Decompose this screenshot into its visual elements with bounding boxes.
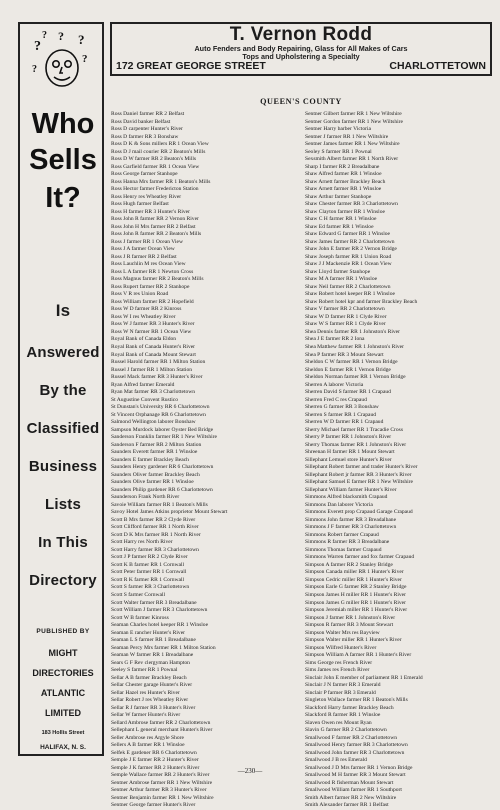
directory-entry: Shaw C H farmer RR 1 Winsloe [305,216,377,223]
directory-entry: Simpson Wilfred Hunter's River [305,644,377,651]
directory-entry: Simpson A farmer RR 2 Stanley Bridge [305,561,393,568]
directory-entry: Shaw Ed farmer RR 1 Winsloe [305,223,374,230]
directory-entry: Shaw Arnett farmer RR 1 Winsloe [305,186,382,193]
directory-entry: Saunders Henry gardener RR 6 Charlottetown [111,464,214,471]
directory-entry: Sentner Arthur farmer RR 3 Hunter's River [111,787,207,794]
directory-entry: Shaw M A farmer RR 1 Winsloe [305,276,378,283]
directory-entry: Sellar R J farmer RR 3 Hunter's River [111,704,196,711]
directory-entry: Ross Garfield farmer RR 1 Ocean View [111,163,200,170]
directory-entry: Ross D farmer RR 3 Bonshaw [111,133,179,140]
directory-entry: Simmons Dan laborer Victoria [305,501,373,508]
directory-entry: Simpson Canada miller RR 1 Hunter's River [305,569,404,576]
headline-sells: Sells [29,144,97,176]
directory-entry: Shaw Robert hotel kpr and farmer Brackley Beach [305,298,418,305]
directory-entry: Simmons Alfred blacksmith Crapaud [305,494,388,501]
directory-entry: Sims George res French River [305,659,373,666]
directory-entry: Sims James res French River [305,667,370,674]
directory-entry: Sharp I farmer RR 2 Breadalbane [305,163,380,170]
right-column [305,111,492,810]
directory-entry: Savoie William farmer RR 1 Beaton's Mills [111,501,208,508]
directory-entry: Sheldon C W farmer RR 1 Vernon Bridge [305,359,398,366]
directory-entry: Shaw Clayton farmer RR 1 Winsloe [305,208,385,215]
directory-entry: Sherry Michael farmer RR 1 Tracadie Cross [305,426,403,433]
publisher-street: 183 Hollis Street [41,730,85,736]
directory-entry: Scott Walter farmer RR 3 Breadalbane [111,599,197,606]
directory-entry: Simmons Everett prop Crapaud Garage Crapaud [305,509,413,516]
directory-entry: Russel J farmer RR 1 Milton Station [111,366,193,373]
directory-entry: Scott Harry res North River [111,539,173,546]
directory-entry: Shaw W S farmer RR 1 Clyde River [305,321,386,328]
directory-entry: Shreenan H farmer RR 1 Mount Stewart [305,449,395,456]
directory-entry: Simmons Warren farmer and fox farmer Crapaud [305,554,415,561]
published-by-label: PUBLISHED BY [36,628,90,635]
directory-entry: Singleton Wallace farmer RR 1 Beaton's Mills [305,697,408,704]
advert-line-1: Auto Fenders and Body Repairing, Glass for All Makes of Cars [194,44,408,53]
directory-entry: Semple J K farmer RR 2 Hunter's River [111,764,200,771]
directory-entry: Sellar Hazel res Hunter's River [111,689,180,696]
directory-entry: Slavin G farmer RR 2 Charlottetown [305,727,387,734]
directory-entry: Scott K B farmer RR 1 Cornwall [111,561,185,568]
directory-entry: Ross Hanna Mrs farmer RR 1 Beaton's Mills [111,178,211,185]
directory-entry: Ross J farmer RR 1 Ocean View [111,238,183,245]
directory-entry: Smallwood William farmer RR 1 Southport [305,787,402,794]
directory-entry: Ross D W farmer RR 2 Beaton's Mills [111,156,197,163]
directory-entry: Ross Hugh farmer Belfast [111,201,169,208]
directory-entry: Shaw Edward G farmer RR 1 Winsloe [305,231,391,238]
directory-entry: Sherren A laborer Victoria [305,381,364,388]
advert-city: CHARLOTTETOWN [389,60,486,72]
directory-entry: Ross W N farmer RR 1 Ocean View [111,328,192,335]
directory-entry: Simmons J F farmer RR 3 Charlottetown [305,524,397,531]
side-word-is: Is [55,301,71,320]
directory-entry: Simpson William A farmer RR 1 Hunter's River [305,652,412,659]
directory-entry: Russel Harold farmer RR 1 Milton Station [111,359,206,366]
directory-entry: Ross D K & Sons millers RR 1 Ocean View [111,141,209,148]
directory-entry: Scott D K Mrs farmer RR 1 North River [111,531,201,538]
directory-entry: Royal Bank of Canada Mount Stewart [111,351,196,358]
directory-entry: Smith Alexander farmer RR 1 Belfast [305,802,389,809]
directory-entry: Slaven Owen res Mount Ryan [305,719,372,726]
directory-entry: Slackford R farmer RR 1 Winsloe [305,712,381,719]
directory-entry: Shaw V farmer RR 2 Charlottetown [305,306,385,313]
directory-entry: Sentner Benjamin farmer RR 1 New Wiltshire [111,794,214,801]
directory-entry: Sinclair John E member of parliament RR 1 Emerald [305,674,423,681]
publisher-line-3: ATLANTIC [40,688,86,698]
directory-entry: Smallwood F farmer RR 2 Charlottetown [305,734,397,741]
directory-entry: Seaman Charles hotel keeper RR 1 Winsloe [111,622,209,629]
directory-entry: Ross D carpenter Hunter's River [111,126,183,133]
svg-text:?: ? [32,64,37,75]
directory-entry: Ross Lauchlin M res Ocean View [111,261,186,268]
directory-entry: Sentner Harry barber Victoria [305,126,371,133]
advert-line-2: Tops and Upholstering a Specialty [242,52,360,62]
directory-entry: Saunders Olive farmer RR 1 Winsloe [111,479,194,486]
directory-entry: Simpson James G miller RR 1 Hunter's River [305,599,406,606]
svg-text:?: ? [42,30,47,41]
directory-entry: Sentner Gilbert farmer RR 1 New Wiltshire [305,111,402,117]
directory-entry: Simmons John farmer RR 3 Breadalbane [305,516,397,523]
side-word-answered: Answered [26,344,100,361]
directory-entry: Ryan Mat farmer RR 3 Charlottetown [111,389,196,396]
directory-entry: Seller Ambrose res Argyle Shore [111,734,184,741]
directory-entry: Seoley S farmer RR 1 Pownal [305,148,372,155]
directory-entry: Shea J E farmer RR 2 Iona [305,336,365,343]
directory-entry: Scott Harry farmer RR 3 Charlottetown [111,546,199,553]
directory-entry: Sherren S farmer RR 1 Crapaud [305,411,377,418]
directory-entry: Scott J P farmer RR 2 Clyde River [111,554,188,561]
mascot-face-icon [30,28,94,100]
page-number: —230— [237,767,263,775]
publisher-line-4: LIMITED [45,708,81,718]
directory-entry: Simpson J farmer RR 1 Johnston's River [305,614,396,621]
directory-entry: Shaw Arthur farmer Stanhope [305,193,372,200]
directory-entry: Seaman L S farmer RR 1 Breadalbane [111,637,196,644]
directory-entry: Smallwood J D Mrs farmer RR 1 Vernon Bridge [305,764,413,771]
directory-entry: Smith Albert farmer RR 2 New Wiltshire [305,794,397,801]
directory-entry: Shaw Alfred farmer RR 1 Winsloe [305,171,382,178]
directory-entry: Ross V R res Union Road [111,291,169,298]
directory-entry: Sillephant Lemuel store Hunter's River [305,456,392,463]
directory-entry: Saunderson Frank North River [111,494,180,501]
directory-entry: Ross John R farmer RR 2 Vernon River [111,216,199,223]
side-word-in-this: In This [38,534,88,551]
directory-entry: Sillephant Robert farmer and trader Hunter's River [305,464,418,471]
directory-entry: Simpson James H miller RR 1 Hunter's River [305,592,406,598]
directory-entry: Seaman W farmer RR 1 Breadalbane [111,652,194,659]
directory-entry: Sexsmith Albert farmer RR 1 North River [305,156,399,163]
directory-entry: Sentner J farmer RR 1 New Wiltshire [305,133,389,140]
directory-entry: St Dunstan's University RR 6 Charlottetown [111,404,210,411]
directory-entry: Sears G F Rev clergyman Hampton [111,659,190,666]
svg-text:?: ? [78,32,85,47]
directory-entry: Sillephant Robert jr farmer RR 3 Hunter's River [305,471,412,478]
directory-entry: St Vincent Orphanage RR 6 Charlottetown [111,411,206,418]
directory-entry: Sellar Robert J res Wheatley River [111,697,189,704]
directory-entry: Smallwood John farmer RR 3 Charlottetown [305,749,405,756]
directory-entry: Ross L A farmer RR 1 Newton Cross [111,268,194,275]
directory-entry: Smallwood M H farmer RR 3 Mount Stewart [305,772,406,779]
directory-entry: Shea Matthew farmer RR 1 Johnston's River [305,343,404,350]
headline-who: Who [31,108,95,140]
directory-entry: Shaw Joseph farmer RR 1 Union Road [305,253,392,260]
directory-entry: Sherren G farmer RR 3 Bonshaw [305,404,379,411]
directory-entry: Ross George farmer Stanhope [111,171,178,178]
directory-entry: Shaw John E farmer RR 2 Vernon Bridge [305,246,397,253]
side-word-by-the: By the [39,382,87,399]
directory-entry: Sellard Ambrose farmer RR 2 Charlottetown [111,719,211,726]
directory-entry: Ross H farmer RR 3 Hunter's River [111,208,190,215]
publisher-line-1: MIGHT [48,648,78,658]
side-word-classified: Classified [26,420,100,437]
directory-entry: Sentner James farmer RR 1 New Wiltshire [305,141,400,148]
directory-entry: Simpson Cedric miller RR 1 Hunter's River [305,576,402,583]
directory-entry: Shea Dennis farmer RR 1 Johnston's River [305,328,400,335]
directory-entry: Sanderson F farmer RR 2 Milton Station [111,441,202,448]
directory-entry: Seaman E rancher Hunter's River [111,629,186,636]
directory-entry: Slackford Harry farmer Brackley Beach [305,704,394,711]
directory-entry: Sherry P farmer RR 1 Johnston's River [305,434,392,441]
publisher-city: HALIFAX, N. S. [40,744,86,751]
directory-entry: Sellers A B farmer RR 1 Winsloe [111,742,185,749]
directory-entry: Ross John H Mrs farmer RR 2 Belfast [111,223,196,230]
directory-entry: Simmons R farmer RR 3 Breadalbane [305,539,390,546]
directory-entry: Ross William farmer RR 2 Hopefield [111,298,194,305]
directory-entry: Simpson Earle G farmer RR 2 Stanley Bridge [305,584,407,591]
directory-entry: Sentner Ambrose farmer RR 1 New Wiltshire [111,779,213,786]
directory-entry: Simpson R farmer RR 3 Mount Stewart [305,622,394,629]
directory-entry: Scott S farmer Cornwall [111,592,166,598]
directory-entry: Sherren Fred C res Crapaud [305,396,367,403]
directory-entry: Saunders E farmer Brackley Beach [111,456,189,463]
directory-entry: Sherren W D farmer RR 1 Crapaud [305,419,384,426]
directory-entry: Sherry Thomas farmer RR 1 Johnston's River [305,441,407,448]
directory-entry: Ross W J farmer RR 3 Hunter's River [111,321,195,328]
directory-entry: Sellephant L general merchant Hunter's River [111,727,213,734]
directory-entry: Scott S farmer RR 3 Charlottetown [111,584,190,591]
directory-entry: Simpson Walter miller RR 1 Hunter's River [305,637,402,644]
directory-entry: Sellar A B farmer Brackley Beach [111,674,187,681]
directory-entry: Scott W B farmer Kinross [111,614,169,621]
directory-entry: Scott William J farmer RR 3 Charlottetown [111,607,208,614]
directory-entry: Ross Magnus farmer RR 2 Beaton's Mills [111,276,204,283]
directory-entry: Sillephant Samuel E farmer RR 1 New Wiltshire [305,479,413,486]
advert-address: 172 GREAT GEORGE STREET [116,60,266,72]
directory-entry: Smallwood Henry farmer RR 3 Charlottetown [305,742,408,749]
directory-entry: Saunders Everett farmer RR 1 Winsloe [111,449,198,456]
directory-entry: Shaw Neil farmer RR 2 Charlottetown [305,283,391,290]
publisher-line-2: DIRECTORIES [32,668,94,678]
side-word-directory: Directory [29,572,97,589]
directory-entry: Ross W I res Wheatley River [111,313,176,320]
directory-entry: Simmons Thomas farmer Crapaud [305,546,382,553]
county-heading: QUEEN'S COUNTY [260,97,342,106]
directory-entry: Shaw Lloyd farmer Stanhope [305,268,371,275]
directory-entry: Scott B Mrs farmer RR 2 Clyde River [111,516,196,523]
directory-entry: Seeley S farmer RR 1 Pownal [111,667,178,674]
directory-entry: Sinclair J N farmer RR 3 Emerald [305,682,381,689]
advertiser-name: T. Vernon Rodd [229,24,373,45]
directory-entry: Royal Bank of Canada Eldon [111,336,177,343]
header-advert [110,22,492,76]
directory-entry: Ross Daniel farmer RR 2 Belfast [111,111,185,117]
directory-entry: Sentner Gordon farmer RR 1 New Wiltshire [305,118,403,125]
directory-entry: Shaw James farmer RR 2 Charlottetown [305,238,395,245]
directory-entry: Saunders Oliver farmer Brackley Beach [111,471,200,478]
directory-entry: Shaw W D farmer RR 1 Clyde River [305,313,387,320]
directory-entry: Ryan Alfred farmer Emerald [111,381,175,388]
directory-entry: Sinclair P farmer RR 3 Emerald [305,689,376,696]
side-word-lists: Lists [44,496,81,513]
directory-entry: Ross Rupert farmer RR 2 Stanhope [111,283,190,290]
side-word-business: Business [28,458,98,475]
directory-entry: Russel Mack farmer RR 3 Hunter's River [111,374,203,381]
directory-entry: Semple J E farmer RR 2 Hunter's River [111,757,199,764]
headline-it: It? [45,182,81,214]
directory-entry: St Augustine Convent Rustico [111,396,179,403]
directory-entry: Simpson Jeremiah miller RR 1 Hunter's River [305,607,408,614]
directory-entry: Ross D J mail courier RR 2 Beaton's Mills [111,148,206,155]
directory-entry: Sherren David S farmer RR 1 Crapaud [305,389,391,396]
svg-text:?: ? [82,53,88,65]
directory-entry: Sanderson Franklin farmer RR 1 New Wiltshire [111,434,217,441]
directory-entry: Sheldon Norman farmer RR 1 Vernon Bridge [305,374,406,381]
directory-entry: Semple Wallace farmer RR 2 Hunter's River [111,772,210,779]
svg-text:?: ? [34,39,41,54]
directory-entry: Sillephant William farmer Hunter's River [305,486,397,493]
directory-entry: Shaw Arnett farmer Brackley Beach [305,178,386,185]
directory-entry: Selfek E gardener RR 6 Charlottetown [111,749,197,756]
directory-entry: Smallwood R fisherman Mount Stewart [305,779,394,786]
directory-entry: Scott Clifford farmer RR 1 North River [111,524,199,531]
directory-entry: Simmons Robert farmer Crapaud [305,531,379,538]
directory-entry: Ross J A farmer Ocean View [111,246,175,253]
directory-entry: Sampson Murdock laborer Oyster Bed Bridge [111,426,214,433]
directory-entry: Simpson Walter Mrs res Bayview [305,629,380,636]
directory-entry: Sentner George farmer Hunter's River [111,802,196,809]
directory-entry: Scott R K farmer RR 1 Cornwall [111,576,185,583]
directory-entry: Saunders Philip gardener RR 6 Charlottetown [111,486,213,493]
left-column [111,111,298,810]
directory-entry: Seaman Percy Mrs farmer RR 1 Milton Station [111,644,216,651]
directory-entry: Scott Peter farmer RR 1 Cornwall [111,569,187,576]
directory-entry: Ross J R farmer RR 2 Belfast [111,253,177,260]
directory-entry: Sellar Chester garage Hunter's River [111,682,193,689]
directory-entry: Ross Henry res Wheatley River [111,193,182,200]
directory-entry: Ross John R farmer RR 2 Beaton's Mills [111,231,202,238]
directory-entry: Shaw Robert hotel keeper RR 1 Winsloe [305,291,395,298]
directory-entry: Royal Bank of Canada Hunter's River [111,343,196,350]
directory-entry: Shea P farmer RR 3 Mount Stewart [305,351,384,358]
directory-entry: Ross David banker Belfast [111,118,171,125]
directory-entry: Sellar W farmer Hunter's River [111,712,181,719]
directory-entry: Savoy Hotel James Atkins proprietor Mount Stewart [111,509,228,516]
directory-entry: Ross Hector farmer Fredericton Station [111,186,199,193]
svg-text:?: ? [58,29,64,43]
directory-entry: Salmond Wellington laborer Bonshaw [111,419,196,426]
directory-entry: Sheldon E farmer RR 1 Vernon Bridge [305,366,391,373]
directory-entry: Shaw Chester farmer RR 3 Charlottetown [305,201,398,208]
directory-entry: Ross W D farmer RR 2 Kinross [111,306,182,313]
directory-entry: Shaw J J Mackenzie RR 1 Ocean View [305,261,392,268]
sidebar-advert [18,22,104,756]
directory-entry: Smallwood J B res Emerald [305,757,367,764]
